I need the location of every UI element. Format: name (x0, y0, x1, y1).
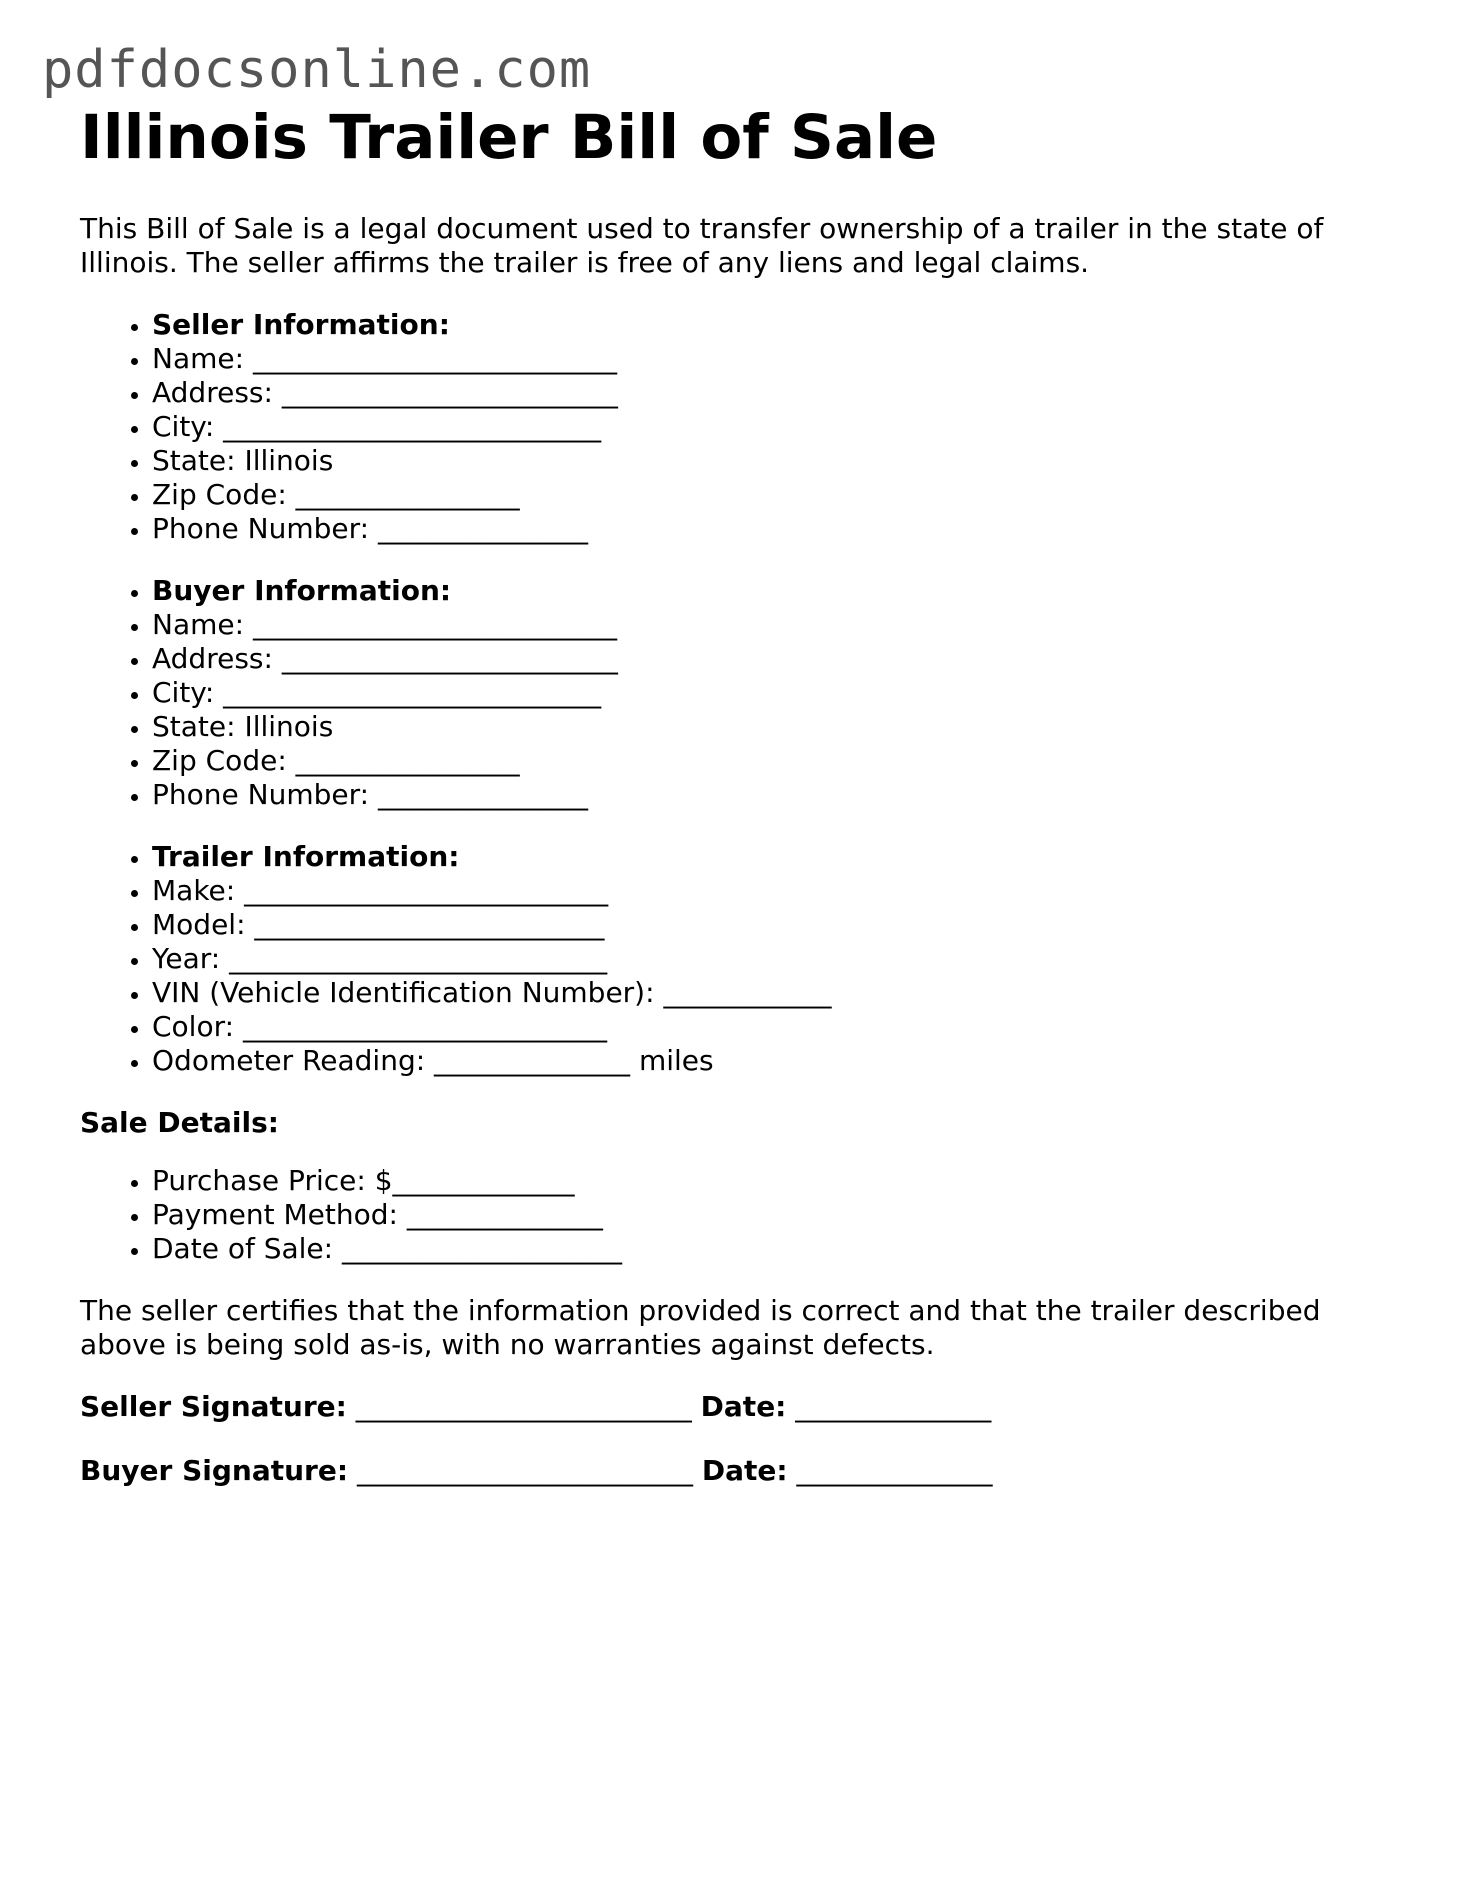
trailer-make-field: • Make: __________________________ (152, 874, 1380, 908)
date-of-sale-field: • Date of Sale: ____________________ (152, 1232, 1380, 1266)
sale-details-heading: Sale Details: (80, 1106, 279, 1139)
buyer-signature-row (80, 1454, 1380, 1488)
seller-signature-line: ________________________ (355, 1390, 692, 1423)
certification-paragraph: The seller certifies that the information provided is correct and that the trailer described above is being sold as-is, with no warranties against defects. (80, 1294, 1321, 1361)
document-title: Illinois Trailer Bill of Sale (80, 102, 938, 173)
seller-information-list (80, 308, 1380, 546)
seller-date-line: ______________ (795, 1390, 992, 1423)
intro-paragraph: This Bill of Sale is a legal document used to transfer ownership of a trailer in the state of Illinois. The seller affirms the trailer is free of any liens and legal claims. (80, 212, 1324, 279)
seller-city-field: • City: ___________________________ (152, 410, 1380, 444)
buyer-heading: • Buyer Information: (152, 574, 1380, 608)
sale-details-list (80, 1164, 1380, 1266)
buyer-signature-label: Buyer Signature: (80, 1454, 349, 1487)
payment-method-field: • Payment Method: ______________ (152, 1198, 1380, 1232)
buyer-name-field: • Name: __________________________ (152, 608, 1380, 642)
document-page (80, 98, 1380, 1488)
seller-signature-row (80, 1390, 1380, 1424)
purchase-price-field: • Purchase Price: $_____________ (152, 1164, 1380, 1198)
seller-state-field: • State: Illinois (152, 444, 1380, 478)
buyer-date-line: ______________ (796, 1454, 993, 1487)
trailer-odometer-field: • Odometer Reading: ______________ miles (152, 1044, 1380, 1078)
buyer-address-field: • Address: ________________________ (152, 642, 1380, 676)
buyer-city-field: • City: ___________________________ (152, 676, 1380, 710)
buyer-state-field: • State: Illinois (152, 710, 1380, 744)
buyer-date-label: Date: (701, 1454, 788, 1487)
seller-date-label: Date: (700, 1390, 787, 1423)
seller-zip-field: • Zip Code: ________________ (152, 478, 1380, 512)
buyer-zip-field: • Zip Code: ________________ (152, 744, 1380, 778)
seller-signature-label: Seller Signature: (80, 1390, 347, 1423)
trailer-year-field: • Year: ___________________________ (152, 942, 1380, 976)
trailer-information-list (80, 840, 1380, 1078)
trailer-heading: • Trailer Information: (152, 840, 1380, 874)
buyer-phone-field: • Phone Number: _______________ (152, 778, 1380, 812)
trailer-color-field: • Color: __________________________ (152, 1010, 1380, 1044)
seller-heading: • Seller Information: (152, 308, 1380, 342)
trailer-model-field: • Model: _________________________ (152, 908, 1380, 942)
seller-phone-field: • Phone Number: _______________ (152, 512, 1380, 546)
buyer-signature-line: ________________________ (356, 1454, 693, 1487)
seller-address-field: • Address: ________________________ (152, 376, 1380, 410)
seller-name-field: • Name: __________________________ (152, 342, 1380, 376)
trailer-vin-field: • VIN (Vehicle Identification Number): ____________ (152, 976, 1380, 1010)
buyer-information-list (80, 574, 1380, 812)
watermark: pdfdocsonline.com (42, 40, 592, 100)
